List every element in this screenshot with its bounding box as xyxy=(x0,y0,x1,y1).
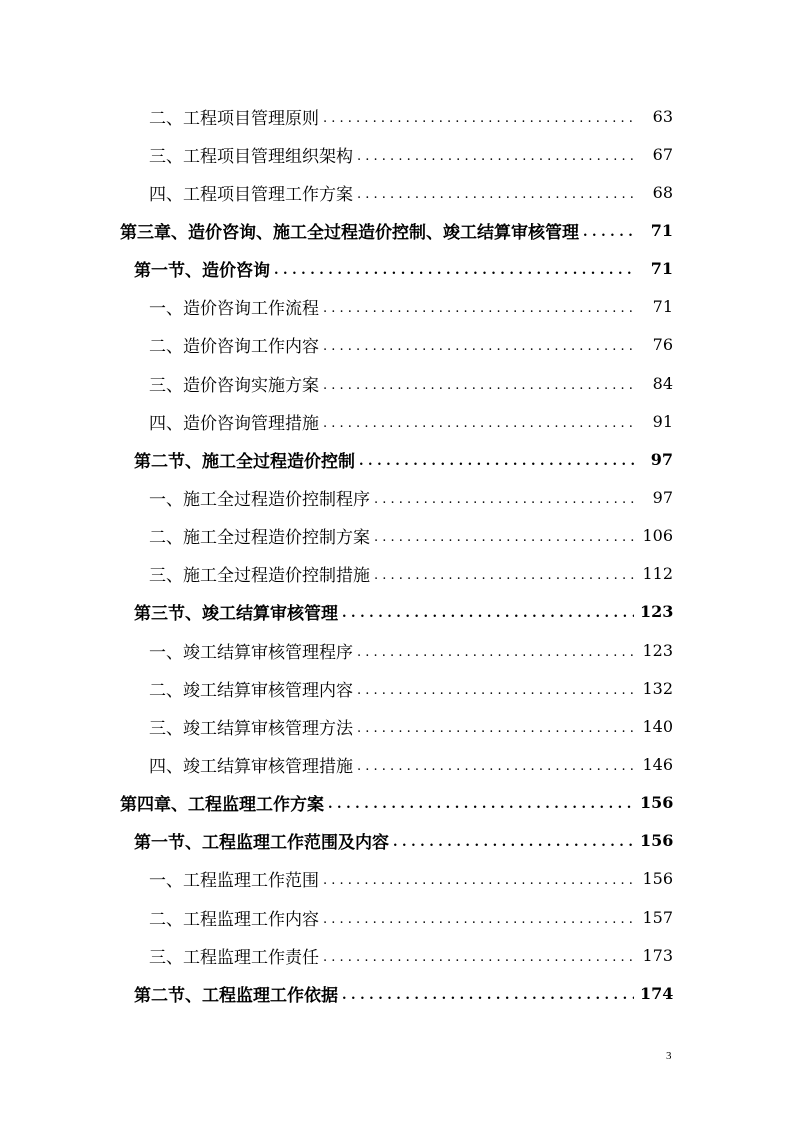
toc-entry[interactable] xyxy=(0,974,793,1012)
toc-entry-title: 第三章、造价咨询、施工全过程造价控制、竣工结算审核管理 xyxy=(120,222,579,243)
toc-entry[interactable] xyxy=(0,860,793,898)
toc-entry[interactable] xyxy=(0,173,793,211)
toc-entry-title: 三、造价咨询实施方案 xyxy=(149,375,319,396)
toc-entry-title: 第二节、工程监理工作依据 xyxy=(134,985,338,1006)
toc-leader-dots xyxy=(323,300,634,317)
toc-entry[interactable] xyxy=(0,936,793,974)
toc-entry-title: 一、竣工结算审核管理程序 xyxy=(149,642,353,663)
toc-entry-title: 四、工程项目管理工作方案 xyxy=(149,184,353,205)
page-number: 3 xyxy=(666,1050,672,1062)
toc-entry-page: 156 xyxy=(642,869,673,889)
toc-entry-title: 三、竣工结算审核管理方法 xyxy=(149,718,353,739)
toc-leader-dots xyxy=(357,720,634,737)
toc-entry-title: 二、工程监理工作内容 xyxy=(149,909,319,930)
toc-leader-dots xyxy=(359,453,634,470)
toc-entry[interactable] xyxy=(0,364,793,402)
toc-entry[interactable] xyxy=(0,555,793,593)
toc-leader-dots xyxy=(342,987,634,1004)
toc-entry-page: 132 xyxy=(642,678,673,698)
toc-entry-page: 71 xyxy=(650,220,673,240)
toc-entry[interactable] xyxy=(0,440,793,478)
toc-entry[interactable] xyxy=(0,478,793,516)
toc-leader-dots xyxy=(393,834,634,851)
toc-entry-page: 91 xyxy=(652,411,673,431)
toc-entry-title: 三、工程项目管理组织架构 xyxy=(149,146,353,167)
toc-entry-title: 第一节、工程监理工作范围及内容 xyxy=(134,833,389,854)
toc-entry-page: 76 xyxy=(652,335,673,355)
toc-entry[interactable] xyxy=(0,669,793,707)
toc-entry[interactable] xyxy=(0,402,793,440)
toc-entry-title: 二、工程项目管理原则 xyxy=(149,108,319,129)
toc-entry-page: 84 xyxy=(652,373,673,393)
toc-entry[interactable] xyxy=(0,707,793,745)
toc-entry-page: 123 xyxy=(640,602,674,622)
toc-entry-page: 97 xyxy=(652,487,673,507)
toc-entry-page: 156 xyxy=(640,793,674,813)
toc-leader-dots xyxy=(323,415,634,432)
toc-entry-title: 三、施工全过程造价控制措施 xyxy=(149,566,370,587)
toc-entry-title: 四、竣工结算审核管理措施 xyxy=(149,756,353,777)
toc-entry[interactable] xyxy=(0,288,793,326)
toc-leader-dots xyxy=(323,110,634,127)
toc-entry-page: 68 xyxy=(652,182,673,202)
toc-leader-dots xyxy=(342,605,634,622)
toc-leader-dots xyxy=(374,529,634,546)
toc-leader-dots xyxy=(357,758,634,775)
toc-entry-page: 173 xyxy=(642,945,673,965)
toc-entry-title: 二、施工全过程造价控制方案 xyxy=(149,528,370,549)
toc-entry[interactable] xyxy=(0,822,793,860)
toc-entry-title: 第二节、施工全过程造价控制 xyxy=(134,451,355,472)
toc-entry[interactable] xyxy=(0,745,793,783)
toc-leader-dots xyxy=(357,148,634,165)
toc-entry-page: 140 xyxy=(642,716,673,736)
toc-entry-title: 第四章、工程监理工作方案 xyxy=(120,795,324,816)
toc-entry-title: 二、造价咨询工作内容 xyxy=(149,337,319,358)
toc-entry-page: 174 xyxy=(640,983,674,1003)
table-of-contents xyxy=(0,97,793,1012)
toc-entry-page: 156 xyxy=(640,831,674,851)
toc-leader-dots xyxy=(323,872,634,889)
toc-entry-page: 63 xyxy=(652,106,673,126)
toc-entry-title: 一、造价咨询工作流程 xyxy=(149,299,319,320)
toc-leader-dots xyxy=(357,644,634,661)
toc-entry[interactable] xyxy=(0,631,793,669)
toc-entry-page: 71 xyxy=(650,259,673,279)
toc-entry[interactable] xyxy=(0,250,793,288)
toc-entry-page: 112 xyxy=(642,564,673,584)
toc-entry[interactable] xyxy=(0,517,793,555)
toc-entry[interactable] xyxy=(0,211,793,249)
toc-entry-page: 71 xyxy=(652,297,673,317)
toc-entry-page: 106 xyxy=(642,526,673,546)
toc-entry-title: 第三节、竣工结算审核管理 xyxy=(134,604,338,625)
toc-leader-dots xyxy=(583,224,634,241)
toc-entry-page: 67 xyxy=(652,144,673,164)
toc-leader-dots xyxy=(274,262,634,279)
toc-leader-dots xyxy=(357,186,634,203)
toc-entry-title: 一、施工全过程造价控制程序 xyxy=(149,489,370,510)
toc-entry-page: 123 xyxy=(642,640,673,660)
toc-entry-page: 157 xyxy=(642,907,673,927)
toc-entry-title: 四、造价咨询管理措施 xyxy=(149,413,319,434)
toc-leader-dots xyxy=(323,338,634,355)
toc-leader-dots xyxy=(323,949,634,966)
toc-leader-dots xyxy=(323,911,634,928)
toc-entry-title: 一、工程监理工作范围 xyxy=(149,871,319,892)
toc-leader-dots xyxy=(357,682,634,699)
toc-leader-dots xyxy=(328,796,634,813)
toc-leader-dots xyxy=(374,567,634,584)
toc-entry-page: 146 xyxy=(642,754,673,774)
toc-entry-title: 第一节、造价咨询 xyxy=(134,261,270,282)
toc-entry[interactable] xyxy=(0,97,793,135)
toc-entry-title: 三、工程监理工作责任 xyxy=(149,947,319,968)
toc-leader-dots xyxy=(374,491,634,508)
toc-entry-page: 97 xyxy=(650,449,673,469)
toc-entry[interactable] xyxy=(0,593,793,631)
toc-entry[interactable] xyxy=(0,326,793,364)
toc-entry[interactable] xyxy=(0,135,793,173)
toc-entry[interactable] xyxy=(0,898,793,936)
toc-entry[interactable] xyxy=(0,784,793,822)
toc-leader-dots xyxy=(323,377,634,394)
toc-entry-title: 二、竣工结算审核管理内容 xyxy=(149,680,353,701)
